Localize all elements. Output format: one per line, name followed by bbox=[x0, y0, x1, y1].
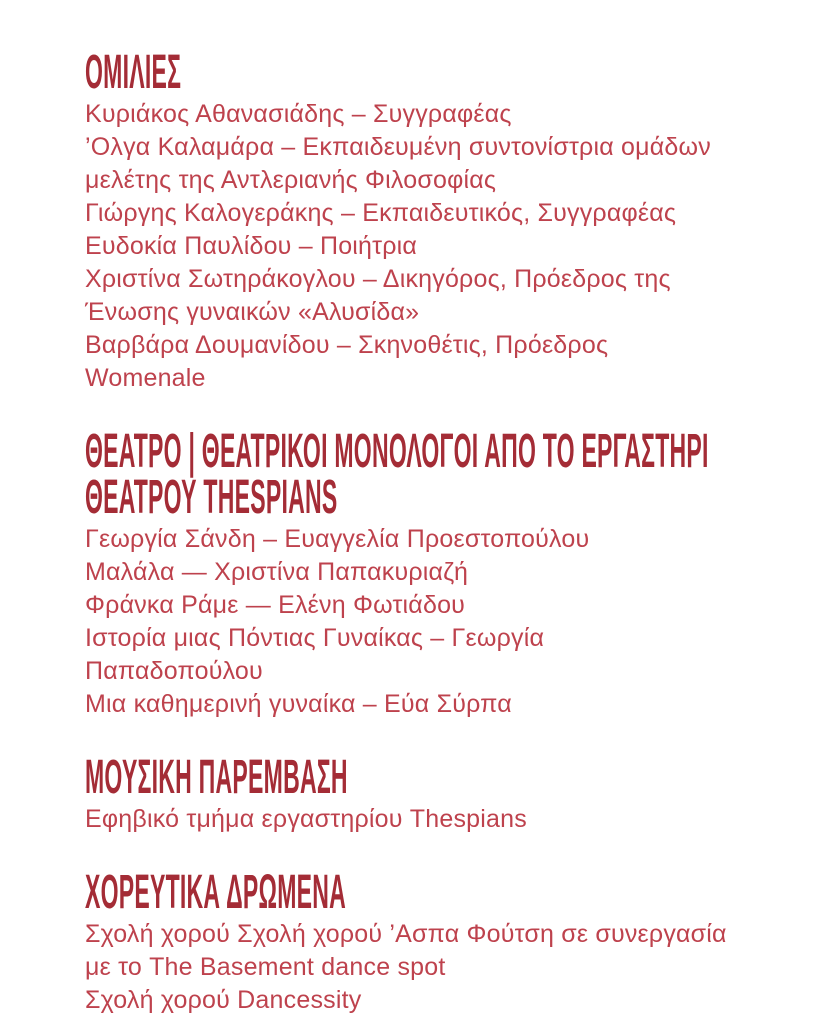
text-line: Εφηβικό τμήμα εργαστηρίου Thespians bbox=[85, 805, 527, 833]
text-line: Γιώργης Καλογεράκης – Εκπαιδευτικός, Συγγραφέας bbox=[85, 199, 677, 227]
section-heading-line: ΧΟΡΕΥΤΙΚΑ ΔΡΩΜΕΝΑ bbox=[85, 866, 347, 919]
program-section bbox=[85, 866, 779, 1017]
section-heading-line: ΟΜΙΛΙΕΣ bbox=[85, 46, 182, 99]
section-lines bbox=[85, 523, 779, 721]
program-section bbox=[85, 46, 779, 395]
section-heading bbox=[85, 46, 779, 99]
section-heading bbox=[85, 866, 779, 919]
section-heading-line: ΘΕΑΤΡΟΥ THESPIANS bbox=[85, 471, 338, 524]
section-heading bbox=[85, 425, 779, 524]
text-line: Χριστίνα Σωτηράκογλου – Δικηγόρος, Πρόεδρος της bbox=[85, 265, 671, 293]
text-line: Φράνκα Ράμε — Ελένη Φωτιάδου bbox=[85, 591, 466, 619]
program-section bbox=[85, 751, 779, 836]
text-line: Μαλάλα — Χριστίνα Παπακυριαζή bbox=[85, 558, 469, 586]
text-line: Σχολή χορού Σχολή χορού ’Ασπα Φούτση σε συνεργασία bbox=[85, 920, 727, 948]
text-line: με το The Basement dance spot bbox=[85, 953, 446, 981]
section-heading-line: ΜΟΥΣΙΚΗ ΠΑΡΕΜΒΑΣΗ bbox=[85, 751, 348, 804]
section-lines bbox=[85, 918, 779, 1017]
text-line: Κυριάκος Αθανασιάδης – Συγγραφέας bbox=[85, 100, 512, 128]
text-line: μελέτης της Αντλεριανής Φιλοσοφίας bbox=[85, 166, 497, 194]
program-list bbox=[85, 46, 779, 1017]
text-line: Σχολή χορού Dancessity bbox=[85, 986, 362, 1014]
section-heading-line: ΘΕΑΤΡΟ | ΘΕΑΤΡΙΚΟΙ ΜΟΝΟΛΟΓΟΙ ΑΠΟ ΤΟ ΕΡΓΑΣΤΗΡΙ bbox=[85, 425, 709, 478]
text-line: Παπαδοπούλου bbox=[85, 657, 263, 685]
section-heading bbox=[85, 751, 779, 804]
text-line: Γεωργία Σάνδη – Ευαγγελία Προεστοπούλου bbox=[85, 525, 590, 553]
text-line: Ευδοκία Παυλίδου – Ποιήτρια bbox=[85, 232, 418, 260]
program-section bbox=[85, 425, 779, 721]
text-line: Ιστορία μιας Πόντιας Γυναίκας – Γεωργία bbox=[85, 624, 545, 652]
text-line: Ένωσης γυναικών «Αλυσίδα» bbox=[85, 298, 420, 326]
text-line: Womenale bbox=[85, 364, 206, 392]
text-line: Βαρβάρα Δουμανίδου – Σκηνοθέτις, Πρόεδρος bbox=[85, 331, 609, 359]
text-line: Μια καθημερινή γυναίκα – Εύα Σύρπα bbox=[85, 690, 512, 718]
section-lines bbox=[85, 98, 779, 395]
section-lines bbox=[85, 803, 779, 836]
text-line: ’Ολγα Καλαμάρα – Εκπαιδευμένη συντονίστρια ομάδων bbox=[85, 133, 711, 161]
